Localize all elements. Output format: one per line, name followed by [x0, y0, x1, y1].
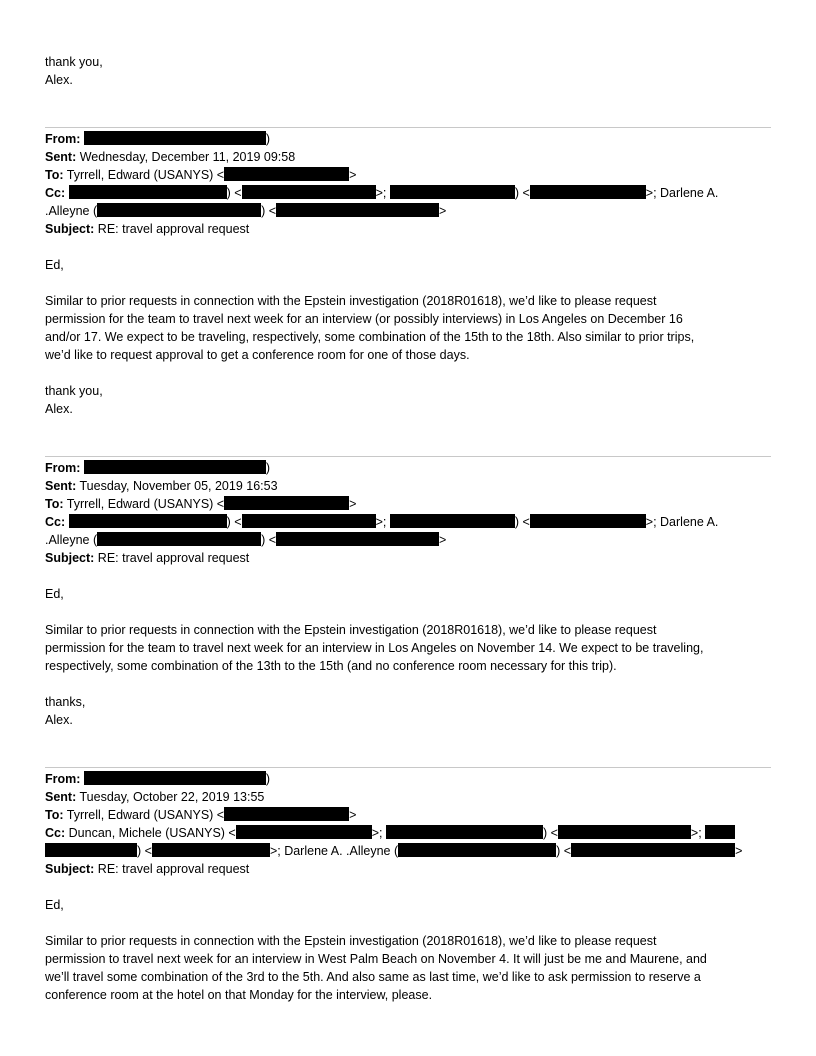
sent-value: Tuesday, October 22, 2019 13:55 — [79, 790, 265, 804]
redaction-block — [69, 514, 227, 528]
cc-line-continued: ) < >; Darlene A. .Alleyne ( ) < > — [45, 842, 742, 860]
closing-text: thank you, — [45, 55, 103, 69]
redaction-block — [390, 185, 515, 199]
closing-text: thanks, — [45, 695, 86, 709]
redaction-block — [530, 185, 646, 199]
redaction-block — [558, 825, 691, 839]
from-line: From: ) — [45, 461, 271, 475]
closing-text: thank you, — [45, 384, 103, 398]
body-line: we’d like to request approval to get a conference room for one of those days. — [45, 348, 470, 362]
redaction-block — [276, 532, 439, 546]
greeting-text: Ed, — [45, 898, 64, 912]
sent-value: Wednesday, December 11, 2019 09:58 — [79, 150, 296, 164]
sent-line: Sent: Tuesday, October 22, 2019 13:55 — [45, 790, 265, 804]
body-line: conference room at the hotel on that Monday for the interview, please. — [45, 988, 433, 1002]
cc-line-continued: .Alleyne ( ) < > — [45, 204, 447, 218]
redaction-block — [236, 825, 372, 839]
redaction-block — [276, 203, 439, 217]
body-line: Similar to prior requests in connection with the Epstein investigation (2018R01618), we’d like to please request — [45, 934, 657, 948]
cc-line: Cc: Duncan, Michele (USANYS) < >; ) < >; — [45, 824, 735, 842]
body-line: permission for the team to travel next week for an interview in Los Angeles on November 14. We expect to be traveling, — [45, 641, 704, 655]
redaction-block — [45, 843, 137, 857]
redaction-block — [390, 514, 515, 528]
subject-value: RE: travel approval request — [97, 862, 250, 876]
body-line: Similar to prior requests in connection with the Epstein investigation (2018R01618), we’d like to please request — [45, 623, 657, 637]
sent-value: Tuesday, November 05, 2019 16:53 — [79, 479, 278, 493]
redaction-block — [84, 771, 266, 785]
email-separator — [45, 127, 771, 128]
from-line: From: ) — [45, 132, 271, 146]
redaction-block — [84, 460, 266, 474]
redaction-block — [398, 843, 556, 857]
subject-value: RE: travel approval request — [97, 551, 250, 565]
redaction-block — [84, 131, 266, 145]
to-value: Tyrrell, Edward (USANYS) < — [66, 808, 225, 822]
redaction-block — [224, 496, 349, 510]
body-line: respectively, some combination of the 13th to the 15th (and no conference room necessary for this trip). — [45, 659, 617, 673]
to-line: To: Tyrrell, Edward (USANYS) < > — [45, 497, 357, 511]
redaction-block — [530, 514, 646, 528]
signature-text: Alex. — [45, 713, 73, 727]
subject-line: Subject: RE: travel approval request — [45, 222, 250, 236]
sent-line: Sent: Wednesday, December 11, 2019 09:58 — [45, 150, 296, 164]
signature-text: Alex. — [45, 73, 73, 87]
email-separator — [45, 456, 771, 457]
greeting-text: Ed, — [45, 258, 64, 272]
redaction-block — [224, 167, 349, 181]
redaction-block — [97, 532, 261, 546]
signature-text: Alex. — [45, 402, 73, 416]
body-line: permission for the team to travel next week for an interview (or possibly interviews) in Los Angeles on December 16 — [45, 312, 683, 326]
to-line: To: Tyrrell, Edward (USANYS) < > — [45, 808, 357, 822]
cc-line: Cc: ) < >; ) < >; Darlene A. — [45, 186, 719, 200]
email-separator — [45, 767, 771, 768]
redaction-block — [69, 185, 227, 199]
from-line: From: ) — [45, 772, 271, 786]
subject-line: Subject: RE: travel approval request — [45, 862, 250, 876]
greeting-text: Ed, — [45, 587, 64, 601]
cc-value: Duncan, Michele (USANYS) < — [68, 826, 236, 840]
body-line: Similar to prior requests in connection with the Epstein investigation (2018R01618), we’d like to please request — [45, 294, 657, 308]
cc-line-continued: .Alleyne ( ) < > — [45, 533, 447, 547]
to-value: Tyrrell, Edward (USANYS) < — [66, 497, 225, 511]
cc-line: Cc: ) < >; ) < >; Darlene A. — [45, 515, 719, 529]
to-value: Tyrrell, Edward (USANYS) < — [66, 168, 225, 182]
subject-line: Subject: RE: travel approval request — [45, 551, 250, 565]
redaction-block — [242, 185, 376, 199]
redaction-block — [242, 514, 376, 528]
body-line: and/or 17. We expect to be traveling, respectively, some combination of the 15th to the 18th. Also similar to prior trips, — [45, 330, 695, 344]
body-line: we’ll travel some combination of the 3rd to the 5th. And also same as last time, we’d like to ask permission to reserve a — [45, 970, 701, 984]
sent-line: Sent: Tuesday, November 05, 2019 16:53 — [45, 479, 278, 493]
redaction-block — [152, 843, 270, 857]
redaction-block — [97, 203, 261, 217]
redaction-block — [571, 843, 735, 857]
body-line: permission to travel next week for an interview in West Palm Beach on November 4. It will just be me and Maurene, and — [45, 952, 707, 966]
redaction-block — [705, 825, 735, 839]
subject-value: RE: travel approval request — [97, 222, 250, 236]
redaction-block — [224, 807, 349, 821]
to-line: To: Tyrrell, Edward (USANYS) < > — [45, 168, 357, 182]
redaction-block — [386, 825, 543, 839]
